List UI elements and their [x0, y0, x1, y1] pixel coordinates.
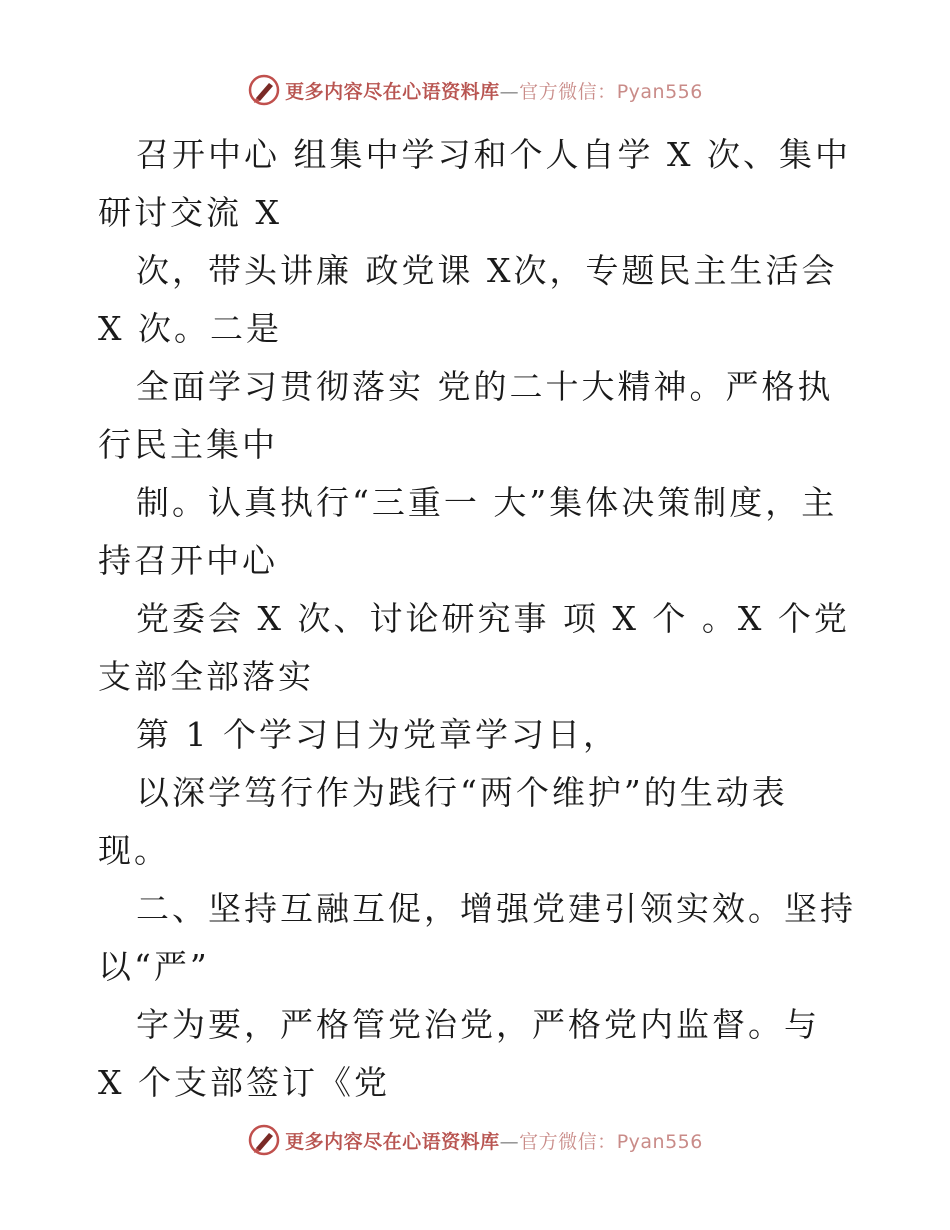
paragraph: 字为要，严格管党治党，严格党内监督。与 X 个支部签订《党 — [98, 1005, 834, 1102]
banner-text — [285, 77, 703, 104]
pen-logo-icon — [247, 1123, 281, 1157]
paragraph: 次，带头讲廉 政党课 X次，专题民主生活会 X 次。二是 — [98, 251, 851, 348]
paragraph: 以深学笃行作为践行“两个维护”的生动表现。 — [98, 773, 788, 870]
paragraph: 党委会 X 次、讨论研究事 项 X 个 。X 个党支部全部落实 — [98, 599, 850, 696]
banner-separator: — — [499, 1130, 520, 1153]
wechat-id: Pyan556 — [616, 80, 703, 103]
brand-text: 更多内容尽在心语资料库 — [285, 1130, 500, 1153]
brand-text: 更多内容尽在心语资料库 — [285, 80, 500, 103]
banner-text — [285, 1127, 703, 1154]
wechat-id: Pyan556 — [616, 1130, 703, 1153]
pen-logo-icon — [247, 73, 281, 107]
paragraph: 全面学习贯彻落实 党的二十大精神。严格执行民主集中 — [98, 367, 834, 464]
body-text — [98, 126, 858, 1112]
paragraph: 第 1 个学习日为党章学习日， — [136, 715, 619, 754]
wechat-label: 官方微信： — [519, 1130, 617, 1153]
paragraph: 制。认真执行“三重一 大”集体决策制度，主持召开中心 — [98, 483, 838, 580]
footer-banner — [0, 1120, 950, 1160]
banner-separator: — — [499, 80, 520, 103]
paragraph: 二、坚持互融互促，增强党建引领实效。坚持以“严” — [98, 889, 856, 986]
wechat-label: 官方微信： — [519, 80, 617, 103]
header-banner — [0, 70, 950, 110]
paragraph: 召开中心 组集中学习和个人自学 X 次、集中研讨交流 X — [98, 135, 851, 232]
